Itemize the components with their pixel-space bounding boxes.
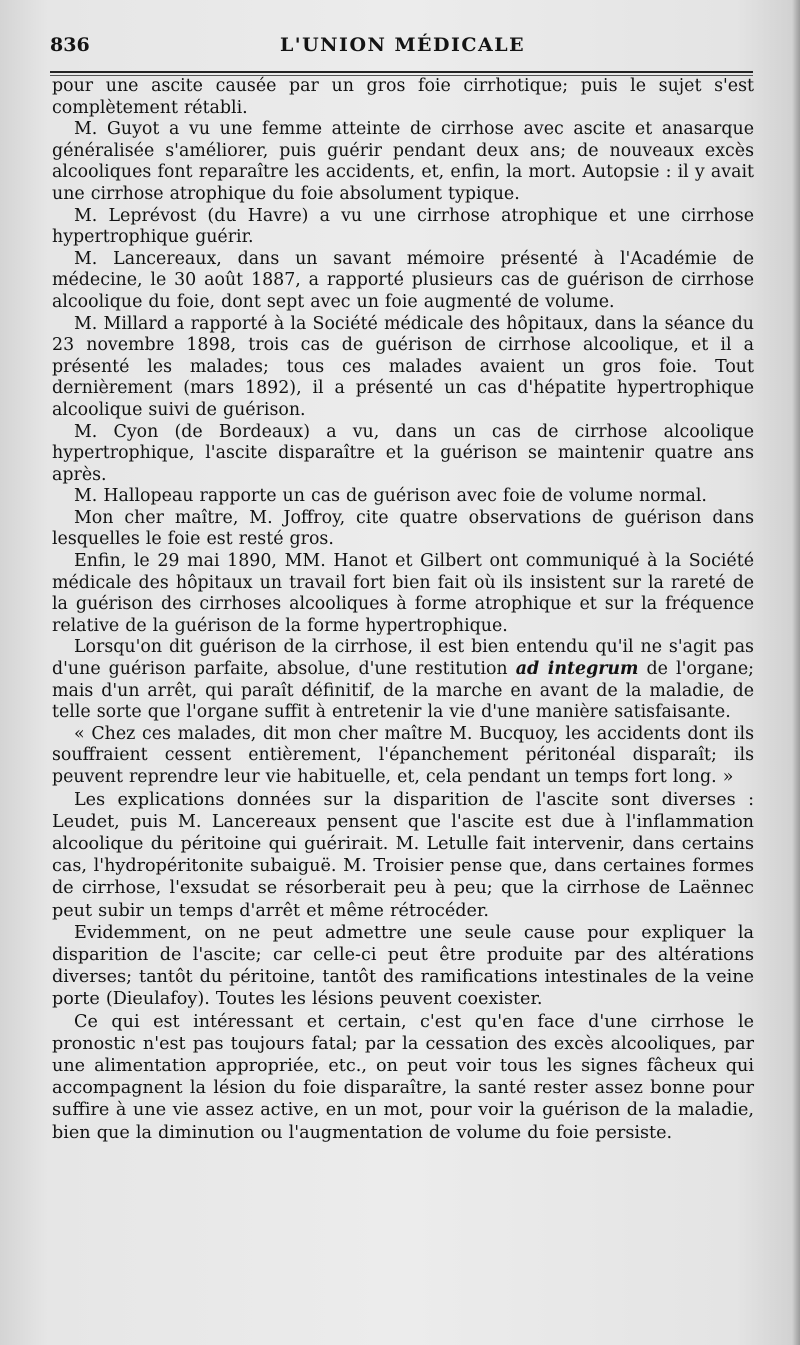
paragraph: Ce qui est intéressant et certain, c'est qu'en face d'une cirrhose le pronostic n'est pas toujours fatal; par la cessation des excès alcooliques, par une alimentation appropriée, etc., on peut voir tous les signes fâcheux qui accompagnent la lésion du foie disparaître, la santé rester assez bonne pour suffire à une vie assez active, en un mot, pour voir la guérison de la maladie, bien que la diminution ou l'augmentation de volume du foie persiste. bbox=[52, 1011, 754, 1143]
paragraph: M. Guyot a vu une femme atteinte de cirrhose avec ascite et anasarque généralisée s'améliorer, puis guérir pendant deux ans; de nouveaux excès alcooliques font reparaître les accidents, et, enfin, la mort. Autopsie : il y avait une cirrhose atrophique du foie absolument typique. bbox=[52, 119, 754, 204]
quotation-paragraph: « Chez ces malades, dit mon cher maître M. Bucquoy, les accidents dont ils souffraient cessent entièrement, l'épanchement péritonéal disparaît; ils peuvent reprendre leur vie habituelle, et, cela pendant un temps fort long. » bbox=[52, 723, 754, 787]
paragraph: Mon cher maître, M. Joffroy, cite quatre observations de guérison dans lesquelles le foie est resté gros. bbox=[52, 507, 754, 550]
paragraph-text: de l'organe; mais d'un arrêt, qui paraît définitif, de la marche en avant de la maladie, de telle sorte que l'organe suffit à entretenir la vie d'une manière satisfaisante. bbox=[52, 659, 754, 723]
page-header bbox=[50, 30, 755, 64]
page-edge-shadow bbox=[792, 0, 800, 1345]
paragraph: M. Millard a rapporté à la Société médicale des hôpitaux, dans la séance du 23 novembre 1898, trois cas de guérison de cirrhose alcoolique, et il a présenté les malades; tous ces malades avaient un gros foie. Tout dernièrement (mars 1892), il a présenté un cas d'hépatite hypertrophique alcoolique suivi de guérison. bbox=[52, 313, 754, 420]
paragraph: M. Hallopeau rapporte un cas de guérison avec foie de volume normal. bbox=[74, 486, 707, 507]
paragraph: M. Lancereaux, dans un savant mémoire présenté à l'Académie de médecine, le 30 août 1887, a rapporté plusieurs cas de guérison de cirrhose alcoolique du foie, dont sept avec un foie augmenté de volume. bbox=[52, 248, 754, 312]
paragraph: Les explications données sur la disparition de l'ascite sont diverses : Leudet, puis M. Lancereaux pensent que l'ascite est due à l'inflammation alcoolique du péritoine qui guérirait. M. Letulle fait intervenir, dans certains cas, l'hydropéritonite subaiguë. M. Troisier pense que, dans certaines formes de cirrhose, l'exsudat se résorberait peu à peu; que la cirrhose de Laënnec peut subir un temps d'arrêt et même rétrocéder. bbox=[52, 789, 754, 921]
latin-phrase: ad integrum bbox=[515, 659, 639, 680]
paragraph: pour une ascite causée par un gros foie cirrhotique; puis le sujet s'est complètement rétabli. bbox=[52, 76, 754, 118]
paragraph-with-italic bbox=[52, 637, 754, 723]
page-number: 836 bbox=[50, 34, 90, 56]
paragraph-text: Lorsqu'on dit guérison de la cirrhose, il est bien entendu qu'il ne s'agit pas d'une guérison parfaite, absolue, d'une restitution bbox=[52, 637, 754, 680]
paragraph: Evidemment, on ne peut admettre une seule cause pour expliquer la disparition de l'ascite; car celle-ci peut être produite par des altérations diverses; tantôt du péritoine, tantôt des ramifications intestinales de la veine porte (Dieulafoy). Toutes les lésions peuvent coexister. bbox=[52, 922, 754, 1010]
article-body bbox=[52, 76, 754, 1144]
running-title: L'UNION MÉDICALE bbox=[279, 34, 526, 56]
paragraph: M. Cyon (de Bordeaux) a vu, dans un cas de cirrhose alcoolique hypertrophique, l'ascite disparaître et la guérison se maintenir quatre ans après. bbox=[52, 421, 754, 485]
paragraph: Enfin, le 29 mai 1890, MM. Hanot et Gilbert ont communiqué à la Société médicale des hôpitaux un travail fort bien fait où ils insistent sur la rareté de la guérison des cirrhoses alcooliques à forme atrophique et sur la fréquence relative de la guérison de la forme hypertrophique. bbox=[52, 551, 754, 636]
header-rule bbox=[50, 71, 753, 73]
paragraph: M. Leprévost (du Havre) a vu une cirrhose atrophique et une cirrhose hypertrophique guérir. bbox=[52, 205, 754, 248]
